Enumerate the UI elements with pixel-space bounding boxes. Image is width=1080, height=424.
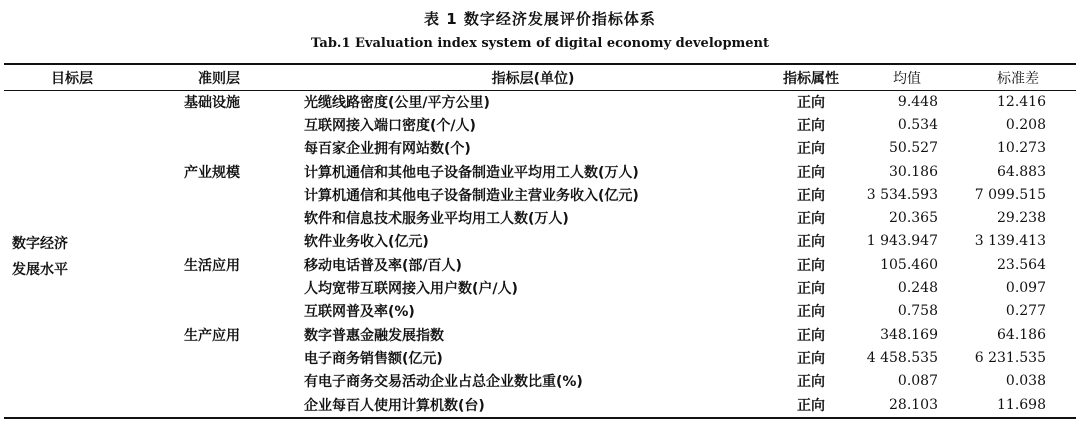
- attribute-cell: 正向: [797, 117, 825, 134]
- table-row: [4, 346, 1076, 369]
- attribute-cell: 正向: [797, 257, 825, 274]
- mean-cell: 20.365: [889, 210, 938, 227]
- indicator-cell: 计算机通信和其他电子设备制造业主营业务收入(亿元): [304, 187, 639, 204]
- mean-cell: 4 458.535: [866, 349, 938, 366]
- indicator-cell: 人均宽带互联网接入用户数(户/人): [304, 281, 518, 298]
- attribute-cell: 正向: [797, 234, 825, 251]
- sd-cell: 3 139.413: [974, 233, 1046, 250]
- table-row: [4, 276, 1076, 299]
- sd-cell: 6 231.535: [974, 349, 1046, 366]
- sd-cell: 64.186: [997, 326, 1046, 343]
- attribute-cell: 正向: [797, 211, 825, 228]
- indicator-cell: 有电子商务交易活动企业占总企业数比重(%): [304, 374, 583, 391]
- attribute-cell: 正向: [797, 281, 825, 298]
- mean-cell: 0.248: [897, 280, 938, 297]
- table-row: [4, 206, 1076, 229]
- table-row: [4, 160, 1076, 183]
- attribute-cell: 正向: [797, 397, 825, 414]
- mean-cell: 348.169: [880, 326, 938, 343]
- mean-cell: 3 534.593: [866, 186, 938, 203]
- attribute-cell: 正向: [797, 327, 825, 344]
- criterion-cell: 基础设施: [184, 94, 240, 111]
- criterion-cell: [140, 230, 298, 253]
- criterion-cell: [140, 346, 298, 369]
- header-criterion-layer: 准则层: [198, 71, 240, 87]
- indicator-cell: 互联网普及率(%): [304, 304, 415, 321]
- table-row: [4, 253, 1076, 276]
- table-row: [4, 90, 1076, 113]
- indicator-cell: 软件和信息技术服务业平均用工人数(万人): [304, 211, 569, 228]
- criterion-cell: [140, 276, 298, 299]
- table-header-row: [4, 66, 1076, 90]
- table-row: [4, 113, 1076, 136]
- mean-cell: 1 943.947: [866, 233, 938, 250]
- table-body: [4, 90, 1076, 416]
- indicator-cell: 计算机通信和其他电子设备制造业平均用工人数(万人): [304, 164, 639, 181]
- sd-cell: 0.097: [1005, 280, 1046, 297]
- attribute-cell: 正向: [797, 94, 825, 111]
- criterion-cell: [140, 137, 298, 160]
- attribute-cell: 正向: [797, 187, 825, 204]
- mean-cell: 0.534: [897, 116, 938, 133]
- sd-cell: 0.277: [1005, 303, 1046, 320]
- table-row: [4, 300, 1076, 323]
- mean-cell: 9.448: [897, 93, 938, 110]
- table-row: [4, 183, 1076, 206]
- indicator-cell: 企业每百人使用计算机数(台): [304, 397, 485, 414]
- sd-cell: 10.273: [997, 140, 1046, 157]
- attribute-cell: 正向: [797, 350, 825, 367]
- mean-cell: 0.758: [897, 303, 938, 320]
- indicator-cell: 软件业务收入(亿元): [304, 234, 429, 251]
- sd-cell: 7 099.515: [974, 186, 1046, 203]
- sd-cell: 0.208: [1005, 116, 1046, 133]
- index-system-table: [4, 66, 1076, 416]
- attribute-cell: 正向: [797, 304, 825, 321]
- target-layer-cell: [4, 90, 140, 416]
- sd-cell: 29.238: [997, 210, 1046, 227]
- attribute-cell: 正向: [797, 374, 825, 391]
- table-row: [4, 393, 1076, 416]
- header-mean: 均值: [893, 71, 921, 87]
- header-standard-deviation: 标准差: [997, 71, 1039, 87]
- criterion-cell: [140, 370, 298, 393]
- table-row: [4, 230, 1076, 253]
- criterion-cell: 生产应用: [184, 327, 240, 344]
- indicator-cell: 每百家企业拥有网站数(个): [304, 141, 471, 158]
- mean-cell: 30.186: [889, 163, 938, 180]
- mean-cell: 50.527: [889, 140, 938, 157]
- header-target-layer: 目标层: [51, 71, 93, 87]
- sd-cell: 0.038: [1005, 373, 1046, 390]
- table-top-rule: [4, 63, 1076, 65]
- sd-cell: 12.416: [997, 93, 1046, 110]
- indicator-cell: 光缆线路密度(公里/平方公里): [304, 94, 490, 111]
- table-row: [4, 323, 1076, 346]
- criterion-cell: [140, 206, 298, 229]
- table-bottom-rule: [4, 417, 1076, 419]
- mean-cell: 28.103: [889, 396, 938, 413]
- indicator-cell: 互联网接入端口密度(个/人): [304, 117, 476, 134]
- sd-cell: 11.698: [997, 396, 1046, 413]
- mean-cell: 105.460: [880, 256, 938, 273]
- mean-cell: 0.087: [897, 373, 938, 390]
- target-layer-line-1: 数字经济: [12, 236, 68, 253]
- table-title-english: Tab.1 Evaluation index system of digital economy development: [310, 36, 770, 51]
- indicator-cell: 数字普惠金融发展指数: [304, 327, 444, 344]
- target-layer-text: [12, 231, 140, 283]
- criterion-cell: [140, 393, 298, 416]
- criterion-cell: [140, 113, 298, 136]
- header-indicator-layer: 指标层(单位): [491, 71, 575, 87]
- indicator-cell: 电子商务销售额(亿元): [304, 350, 443, 367]
- table-title-chinese: 表 1 数字经济发展评价指标体系: [424, 10, 656, 28]
- criterion-cell: [140, 300, 298, 323]
- target-layer-line-2: 发展水平: [12, 262, 68, 279]
- table-row: [4, 137, 1076, 160]
- attribute-cell: 正向: [797, 164, 825, 181]
- attribute-cell: 正向: [797, 141, 825, 158]
- header-attribute: 指标属性: [783, 71, 839, 87]
- indicator-cell: 移动电话普及率(部/百人): [304, 257, 462, 274]
- criterion-cell: 产业规模: [184, 164, 240, 181]
- sd-cell: 64.883: [997, 163, 1046, 180]
- criterion-cell: [140, 183, 298, 206]
- sd-cell: 23.564: [997, 256, 1046, 273]
- criterion-cell: 生活应用: [184, 257, 240, 274]
- table-row: [4, 370, 1076, 393]
